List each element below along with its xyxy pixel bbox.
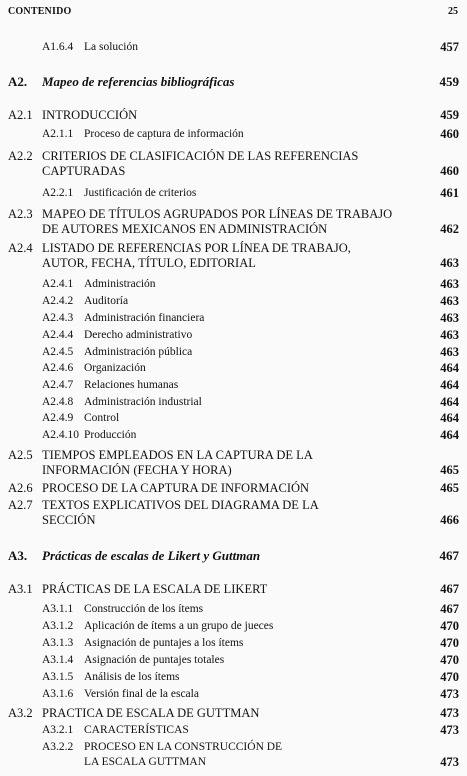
header-title: CONTENIDO bbox=[8, 6, 72, 17]
toc-entry-number: A2.5 bbox=[8, 448, 33, 462]
toc-entry-title: PRACTICA DE ESCALA DE GUTTMAN bbox=[42, 706, 260, 720]
toc-entry-title: Administración pública bbox=[84, 346, 193, 358]
toc-entry-number: A3.2.1 bbox=[42, 724, 74, 736]
toc-entry-title-line: DE AUTORES MEXICANOS EN ADMINISTRACIÓN bbox=[42, 222, 328, 236]
toc-entry-title: PROCESO DE LA CAPTURA DE INFORMACIÓN bbox=[42, 481, 310, 495]
toc-entry-page: 464 bbox=[440, 428, 459, 442]
toc-entry-title: Administración financiera bbox=[84, 312, 205, 324]
toc-entry-title: Análisis de los ítems bbox=[84, 671, 180, 683]
toc-entry-title: Construcción de los ítems bbox=[84, 603, 204, 615]
toc-entry-title: Derecho administrativo bbox=[84, 329, 193, 341]
toc-entry-title: CARACTERÍSTICAS bbox=[84, 724, 189, 736]
toc-entry bbox=[0, 498, 467, 528]
header-page-number: 25 bbox=[448, 6, 458, 17]
toc-entry-title: Control bbox=[84, 412, 120, 424]
toc-entry-number: A3.1.2 bbox=[42, 620, 74, 632]
toc-entry-page: 460 bbox=[440, 127, 459, 141]
toc-entry-number: A1.6.4 bbox=[42, 41, 74, 53]
toc-entry-number: A2.4.6 bbox=[42, 362, 74, 374]
toc-entry-number: A3.1 bbox=[8, 582, 33, 596]
toc-entry-page: 467 bbox=[440, 582, 459, 596]
toc-entry-title: Organización bbox=[84, 362, 146, 374]
toc-entry-title-line: MAPEO DE TÍTULOS AGRUPADOS POR LÍNEAS DE TRABAJO bbox=[42, 207, 393, 221]
toc-entry-number: A3.1.1 bbox=[42, 603, 74, 615]
toc-entry-title-line: LA ESCALA GUTTMAN bbox=[84, 756, 207, 768]
toc-entry-number: A3.1.6 bbox=[42, 688, 74, 700]
toc-entry-page: 470 bbox=[440, 653, 459, 667]
toc-entry-page: 459 bbox=[439, 74, 459, 89]
toc-entry-number: A2.4.10 bbox=[42, 429, 80, 441]
toc-entry-title-line: CRITERIOS DE CLASIFICACIÓN DE LAS REFERENCIAS bbox=[42, 149, 359, 163]
toc-entry bbox=[0, 207, 467, 237]
toc-entry-page: 457 bbox=[440, 40, 459, 54]
toc-entry bbox=[0, 149, 467, 179]
toc-entry-page: 467 bbox=[439, 548, 459, 563]
page-header bbox=[8, 6, 458, 20]
toc-entry-number: A2. bbox=[8, 74, 28, 89]
toc-entry-page: 465 bbox=[440, 481, 459, 495]
toc-entry-title: Relaciones humanas bbox=[84, 379, 179, 391]
toc-entry-number: A2.4.8 bbox=[42, 396, 74, 408]
toc-entry-title: INTRODUCCIÓN bbox=[42, 108, 138, 122]
toc-entry-title-line: PROCESO EN LA CONSTRUCCIÓN DE bbox=[84, 741, 283, 753]
toc-entry-page: 462 bbox=[440, 222, 459, 236]
toc-entry bbox=[0, 740, 467, 770]
toc-entry-page: 463 bbox=[440, 345, 459, 359]
toc-entry-page: 459 bbox=[440, 108, 459, 122]
toc-entry-number: A2.4.3 bbox=[42, 312, 74, 324]
toc-entry-title: Asignación de puntajes a los ítems bbox=[84, 637, 244, 649]
toc-entry-page: 473 bbox=[440, 687, 459, 701]
toc-entry-title-line: AUTOR, FECHA, TÍTULO, EDITORIAL bbox=[42, 256, 256, 270]
toc-entry-number: A2.1.1 bbox=[42, 128, 74, 140]
toc-entry-title: Proceso de captura de información bbox=[84, 128, 244, 140]
toc-entry-number: A2.4 bbox=[8, 241, 33, 255]
toc-entry-page: 467 bbox=[440, 602, 459, 616]
toc-entry-number: A3. bbox=[8, 548, 28, 563]
toc-entry-title: Mapeo de referencias bibliográficas bbox=[42, 74, 235, 89]
toc-entry-page: 463 bbox=[440, 294, 459, 308]
toc-entry-title bbox=[84, 740, 282, 770]
toc-entry-title: Producción bbox=[84, 429, 137, 441]
toc-entry-title bbox=[42, 149, 358, 179]
toc-entry-number: A2.4.2 bbox=[42, 295, 74, 307]
toc-entry-page: 464 bbox=[440, 395, 459, 409]
toc-entry-page: 463 bbox=[440, 256, 459, 270]
toc-entry-number: A2.4.7 bbox=[42, 379, 74, 391]
toc-entry-number: A3.2 bbox=[8, 706, 33, 720]
toc-entry-title bbox=[42, 241, 351, 271]
toc-entry-title bbox=[42, 207, 392, 237]
toc-entry-page: 466 bbox=[440, 513, 459, 527]
toc-entry-number: A2.4.5 bbox=[42, 346, 74, 358]
toc-entry-number: A3.1.3 bbox=[42, 637, 74, 649]
toc-entry-title: Aplicación de ítems a un grupo de jueces bbox=[84, 620, 274, 632]
toc-entry-title-line: CAPTURADAS bbox=[42, 164, 126, 178]
toc-entry-title bbox=[42, 498, 319, 528]
toc-entry-number: A3.1.4 bbox=[42, 654, 74, 666]
toc-entry-title-line: LISTADO DE REFERENCIAS POR LÍNEA DE TRABAJO, bbox=[42, 241, 351, 255]
toc-entry-page: 460 bbox=[440, 164, 459, 178]
toc-entry-title: La solución bbox=[84, 41, 138, 53]
toc-entry-number: A2.4.1 bbox=[42, 278, 74, 290]
toc-entry-page: 463 bbox=[440, 277, 459, 291]
toc-entry-number: A2.4.4 bbox=[42, 329, 74, 341]
toc-entry-title: PRÁCTICAS DE LA ESCALA DE LIKERT bbox=[42, 582, 268, 596]
toc-entry-page: 470 bbox=[440, 670, 459, 684]
toc-entry-title: Administración bbox=[84, 278, 156, 290]
toc-entry-title-line: TEXTOS EXPLICATIVOS DEL DIAGRAMA DE LA bbox=[42, 498, 319, 512]
toc-entry-title: Auditoría bbox=[84, 295, 129, 307]
toc-entry-page: 473 bbox=[440, 755, 459, 769]
toc-entry-title-line: SECCIÓN bbox=[42, 513, 96, 527]
toc-entry-page: 473 bbox=[440, 706, 459, 720]
toc-entry-number: A2.6 bbox=[8, 481, 33, 495]
toc-entry-page: 463 bbox=[440, 311, 459, 325]
toc-entry-page: 464 bbox=[440, 411, 459, 425]
toc-entry-number: A3.1.5 bbox=[42, 671, 74, 683]
toc-entry-page: 470 bbox=[440, 619, 459, 633]
toc-entry-number: A3.2.2 bbox=[42, 741, 74, 753]
toc-entry-title: Asignación de puntajes totales bbox=[84, 654, 225, 666]
toc-entry-page: 470 bbox=[440, 636, 459, 650]
toc-entry-number: A2.2 bbox=[8, 149, 33, 163]
toc-entry bbox=[0, 448, 467, 478]
toc-entry-title: Prácticas de escalas de Likert y Guttman bbox=[42, 548, 261, 563]
toc-entry-title: Administración industrial bbox=[84, 396, 202, 408]
toc-entry-page: 473 bbox=[440, 723, 459, 737]
toc-entry-page: 463 bbox=[440, 328, 459, 342]
toc-entry-page: 464 bbox=[440, 361, 459, 375]
toc-entry bbox=[0, 241, 467, 271]
toc-entry-number: A2.4.9 bbox=[42, 412, 74, 424]
toc-entry-number: A2.3 bbox=[8, 207, 33, 221]
toc-entry-title: Justificación de criterios bbox=[84, 187, 197, 199]
toc-entry-number: A2.1 bbox=[8, 108, 33, 122]
toc-entry-title: Versión final de la escala bbox=[84, 688, 199, 700]
toc-entry-page: 461 bbox=[440, 186, 459, 200]
toc-entry-number: A2.2.1 bbox=[42, 187, 74, 199]
toc-entry-title bbox=[42, 448, 313, 478]
toc-entry-title-line: INFORMACIÓN (FECHA Y HORA) bbox=[42, 463, 232, 477]
toc-entry-page: 464 bbox=[440, 378, 459, 392]
toc-entry-page: 465 bbox=[440, 463, 459, 477]
toc-entry-number: A2.7 bbox=[8, 498, 33, 512]
toc-entry-title-line: TIEMPOS EMPLEADOS EN LA CAPTURA DE LA bbox=[42, 448, 313, 462]
